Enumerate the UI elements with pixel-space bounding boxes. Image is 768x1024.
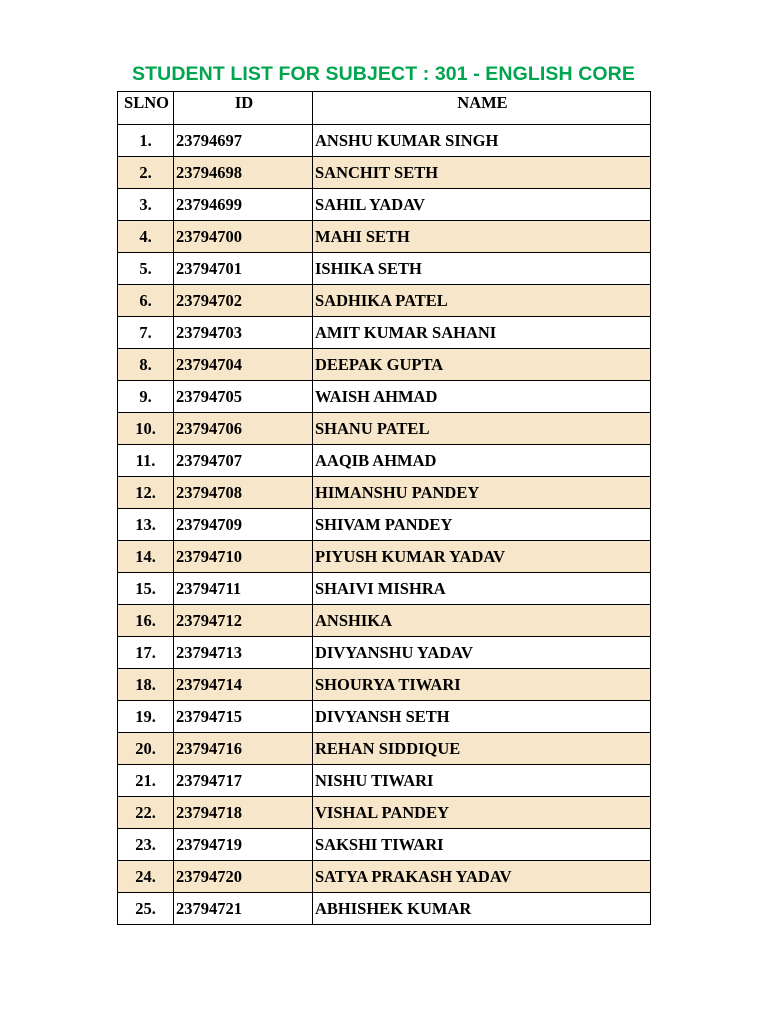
cell-name: SAHIL YADAV — [313, 189, 651, 221]
cell-slno: 9. — [118, 381, 174, 413]
page-title: STUDENT LIST FOR SUBJECT : 301 - ENGLISH CORE — [132, 63, 635, 85]
table-row — [118, 765, 651, 797]
cell-slno: 12. — [118, 477, 174, 509]
table-row — [118, 157, 651, 189]
table-row — [118, 573, 651, 605]
table-row — [118, 125, 651, 157]
cell-name: PIYUSH KUMAR YADAV — [313, 541, 651, 573]
header-row — [118, 92, 651, 125]
cell-id: 23794700 — [174, 221, 313, 253]
cell-id: 23794718 — [174, 797, 313, 829]
cell-name: WAISH AHMAD — [313, 381, 651, 413]
cell-slno: 11. — [118, 445, 174, 477]
cell-slno: 2. — [118, 157, 174, 189]
cell-id: 23794709 — [174, 509, 313, 541]
cell-name: SANCHIT SETH — [313, 157, 651, 189]
table-row — [118, 861, 651, 893]
cell-name: DIVYANSHU YADAV — [313, 637, 651, 669]
cell-name: SHOURYA TIWARI — [313, 669, 651, 701]
cell-slno: 13. — [118, 509, 174, 541]
cell-slno: 4. — [118, 221, 174, 253]
cell-name: MAHI SETH — [313, 221, 651, 253]
cell-name: ISHIKA SETH — [313, 253, 651, 285]
cell-id: 23794697 — [174, 125, 313, 157]
cell-id: 23794703 — [174, 317, 313, 349]
table-row — [118, 317, 651, 349]
cell-slno: 5. — [118, 253, 174, 285]
table-row — [118, 637, 651, 669]
cell-name: SADHIKA PATEL — [313, 285, 651, 317]
cell-slno: 15. — [118, 573, 174, 605]
table-body — [118, 125, 651, 925]
cell-slno: 18. — [118, 669, 174, 701]
cell-id: 23794708 — [174, 477, 313, 509]
table-row — [118, 413, 651, 445]
cell-slno: 20. — [118, 733, 174, 765]
cell-id: 23794702 — [174, 285, 313, 317]
column-header-name: NAME — [313, 92, 651, 125]
table-row — [118, 541, 651, 573]
table-row — [118, 221, 651, 253]
cell-id: 23794721 — [174, 893, 313, 925]
cell-id: 23794714 — [174, 669, 313, 701]
cell-name: SAKSHI TIWARI — [313, 829, 651, 861]
cell-slno: 1. — [118, 125, 174, 157]
cell-slno: 22. — [118, 797, 174, 829]
table-row — [118, 189, 651, 221]
table-row — [118, 445, 651, 477]
student-table — [117, 91, 651, 925]
cell-slno: 23. — [118, 829, 174, 861]
cell-id: 23794720 — [174, 861, 313, 893]
cell-id: 23794712 — [174, 605, 313, 637]
cell-slno: 25. — [118, 893, 174, 925]
cell-slno: 16. — [118, 605, 174, 637]
cell-id: 23794706 — [174, 413, 313, 445]
table-row — [118, 605, 651, 637]
cell-name: REHAN SIDDIQUE — [313, 733, 651, 765]
cell-id: 23794704 — [174, 349, 313, 381]
cell-id: 23794699 — [174, 189, 313, 221]
table-row — [118, 509, 651, 541]
table-row — [118, 733, 651, 765]
cell-name: SHIVAM PANDEY — [313, 509, 651, 541]
cell-name: NISHU TIWARI — [313, 765, 651, 797]
table-row — [118, 253, 651, 285]
cell-name: SHAIVI MISHRA — [313, 573, 651, 605]
table-row — [118, 893, 651, 925]
cell-slno: 19. — [118, 701, 174, 733]
cell-id: 23794715 — [174, 701, 313, 733]
cell-name: HIMANSHU PANDEY — [313, 477, 651, 509]
cell-id: 23794698 — [174, 157, 313, 189]
cell-name: ANSHU KUMAR SINGH — [313, 125, 651, 157]
cell-slno: 10. — [118, 413, 174, 445]
cell-name: AAQIB AHMAD — [313, 445, 651, 477]
table-row — [118, 349, 651, 381]
cell-name: VISHAL PANDEY — [313, 797, 651, 829]
cell-id: 23794710 — [174, 541, 313, 573]
cell-id: 23794707 — [174, 445, 313, 477]
cell-slno: 7. — [118, 317, 174, 349]
cell-name: ABHISHEK KUMAR — [313, 893, 651, 925]
table-row — [118, 701, 651, 733]
cell-slno: 14. — [118, 541, 174, 573]
cell-slno: 3. — [118, 189, 174, 221]
cell-slno: 6. — [118, 285, 174, 317]
cell-name: SHANU PATEL — [313, 413, 651, 445]
cell-name: DEEPAK GUPTA — [313, 349, 651, 381]
table-row — [118, 669, 651, 701]
cell-slno: 24. — [118, 861, 174, 893]
cell-slno: 8. — [118, 349, 174, 381]
cell-name: DIVYANSH SETH — [313, 701, 651, 733]
cell-name: SATYA PRAKASH YADAV — [313, 861, 651, 893]
cell-id: 23794711 — [174, 573, 313, 605]
table-header — [118, 92, 651, 125]
cell-slno: 21. — [118, 765, 174, 797]
cell-id: 23794719 — [174, 829, 313, 861]
table-row — [118, 829, 651, 861]
cell-slno: 17. — [118, 637, 174, 669]
table-row — [118, 285, 651, 317]
cell-id: 23794716 — [174, 733, 313, 765]
cell-name: AMIT KUMAR SAHANI — [313, 317, 651, 349]
cell-id: 23794701 — [174, 253, 313, 285]
table-row — [118, 797, 651, 829]
column-header-slno: SLNO — [118, 92, 174, 125]
cell-name: ANSHIKA — [313, 605, 651, 637]
table-row — [118, 381, 651, 413]
cell-id: 23794705 — [174, 381, 313, 413]
cell-id: 23794717 — [174, 765, 313, 797]
table-row — [118, 477, 651, 509]
cell-id: 23794713 — [174, 637, 313, 669]
column-header-id: ID — [174, 92, 313, 125]
